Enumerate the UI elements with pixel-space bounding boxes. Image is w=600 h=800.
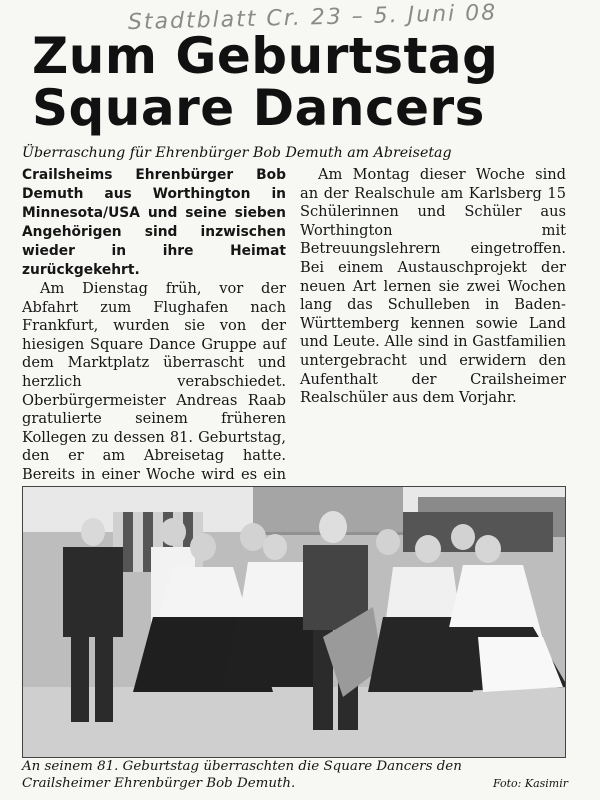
subtitle: Überraschung für Ehrenbürger Bob Demuth am Abreisetag	[22, 145, 452, 161]
caption-line-1: An seinem 81. Geburtstag überraschten die Square Dancers den	[22, 759, 462, 774]
article-paragraph-1: Am Dienstag früh, vor der Abfahrt zum Flughafen nach Frankfurt, wurden sie von der hiesigen Square Dance Gruppe auf dem Marktplatz überrascht und herzlich verabschiedet. Oberbürgermeister Andreas Raab gratulierte seinem früheren Kollegen zu dessen 81. Geburtstag, den er am Abreisetag hatte. Bereits in einer Woche wird es ein	[22, 280, 286, 483]
article-lead: Crailsheims Ehrenbürger Bob Demuth aus Worthington in Minnesota/USA und seine sieben Angehörigen sind inzwischen wieder in ihre Heimat zurückgekehrt.	[22, 167, 286, 278]
headline-line-2: Square Dancers	[32, 79, 485, 137]
headline-line-1: Zum Geburtstag	[32, 27, 499, 85]
headline	[32, 27, 572, 137]
caption-line-2: Crailsheimer Ehrenbürger Bob Demuth.	[22, 776, 296, 791]
caption-row-2	[22, 775, 568, 792]
photo-credit: Foto: Kasimir	[492, 777, 568, 790]
group-photo	[22, 486, 566, 758]
handwritten-note: Stadtblatt Cr. 23 – 5. Juni 08	[127, 0, 498, 36]
group-photo-illustration	[23, 487, 565, 757]
newspaper-clipping	[10, 0, 590, 800]
article-paragraph-2: Am Montag dieser Woche sind an der Realschule am Karlsberg 15 Schülerinnen und Schüler aus Worthington mit Betreuungslehrern eingetroffen. Bei einem Austauschprojekt der neuen Art lernen sie zwei Wochen lang das Schulleben in Baden-Württemberg kennen sowie Land und Leute. Alle sind in Gastfamilien untergebracht und erwidern den Aufenthalt der Crailsheimer Realschüler aus dem Vorjahr.	[300, 166, 566, 407]
photo-caption	[22, 758, 568, 792]
article-column-left	[22, 166, 286, 522]
article-column-right	[300, 166, 566, 408]
